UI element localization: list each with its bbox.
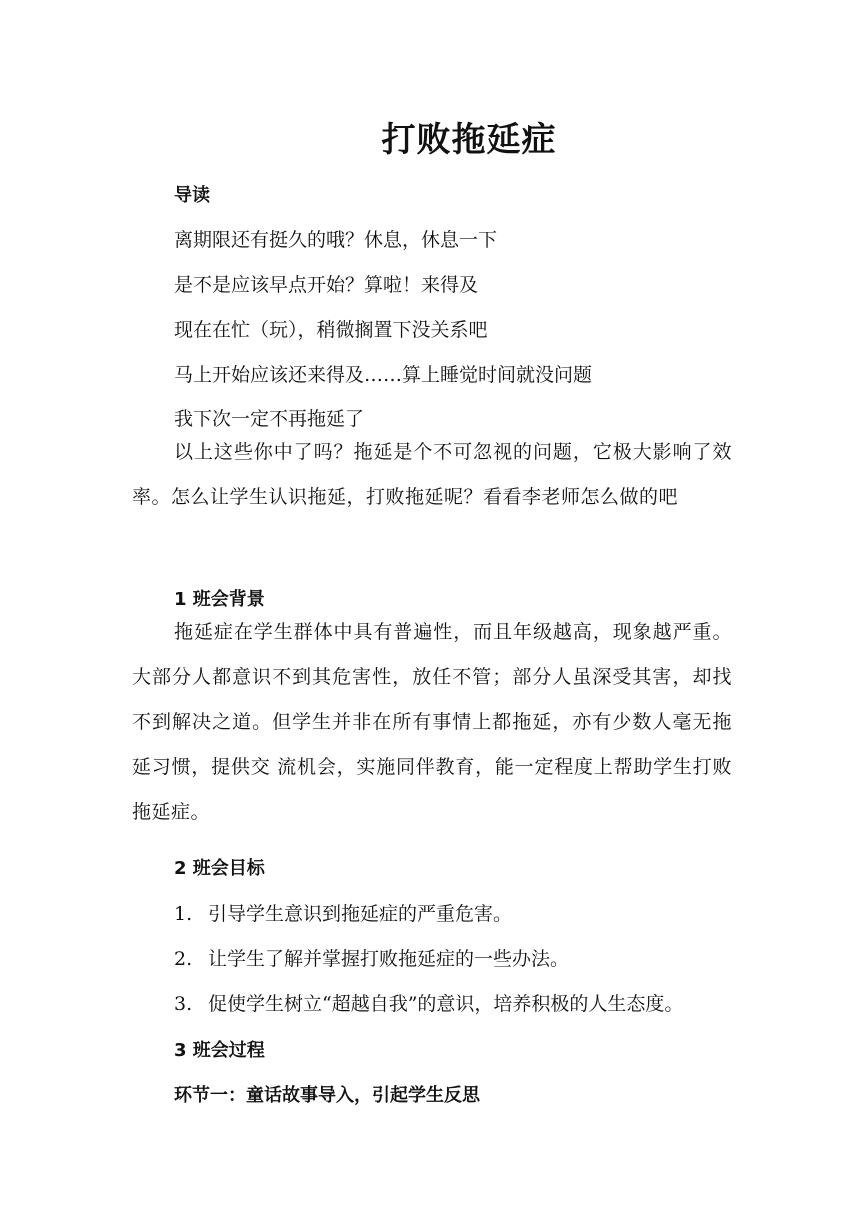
- intro-line: 是不是应该早点开始？算啦！来得及: [174, 274, 479, 296]
- goal-item-text: 促使学生树立“超越自我”的意识，培养积极的人生态度。: [208, 993, 684, 1015]
- intro-line: 马上开始应该还来得及……算上睡觉时间就没问题: [174, 364, 593, 386]
- intro-line: 现在在忙（玩），稍微搁置下没关系吧: [174, 319, 488, 341]
- intro-paragraph: 以上这些你中了吗？拖延是个不可忽视的问题，它极大影响了效率。怎么让学生认识拖延，打败拖延呢？看看李老师怎么做的吧: [132, 441, 732, 508]
- goal-item: [174, 900, 512, 928]
- goal-item-text: 让学生了解并掌握打败拖延症的一些办法。: [208, 948, 570, 970]
- section-heading-background: 1 班会背景: [174, 589, 265, 610]
- goal-item: [174, 990, 683, 1018]
- section-heading-goals: 2 班会目标: [174, 858, 265, 879]
- document-title: 打败拖延症: [381, 120, 557, 160]
- goal-item-number: 2.: [174, 948, 193, 970]
- goal-item: [174, 945, 569, 973]
- goal-item-number: 3.: [174, 993, 193, 1015]
- intro-heading: 导读: [174, 185, 210, 206]
- goal-item-text: 引导学生意识到拖延症的严重危害。: [208, 903, 513, 925]
- subsection-heading: 环节一：童话故事导入，引起学生反思: [174, 1085, 480, 1106]
- intro-line: 离期限还有挺久的哦？休息，休息一下: [174, 229, 498, 251]
- intro-line: 我下次一定不再拖延了: [174, 408, 365, 430]
- section-heading-process: 3 班会过程: [174, 1040, 265, 1061]
- goal-item-number: 1.: [174, 903, 193, 925]
- background-paragraph: 拖延症在学生群体中具有普遍性，而且年级越高，现象越严重。大部分人都意识不到其危害性，放任不管；部分人虽深受其害，却找不到解决之道。但学生并非在所有事情上都拖延，亦有少数人毫无拖延习惯，提供交 流机会，实施同伴教育，能一定程度上帮助学生打败拖延症。: [132, 621, 732, 823]
